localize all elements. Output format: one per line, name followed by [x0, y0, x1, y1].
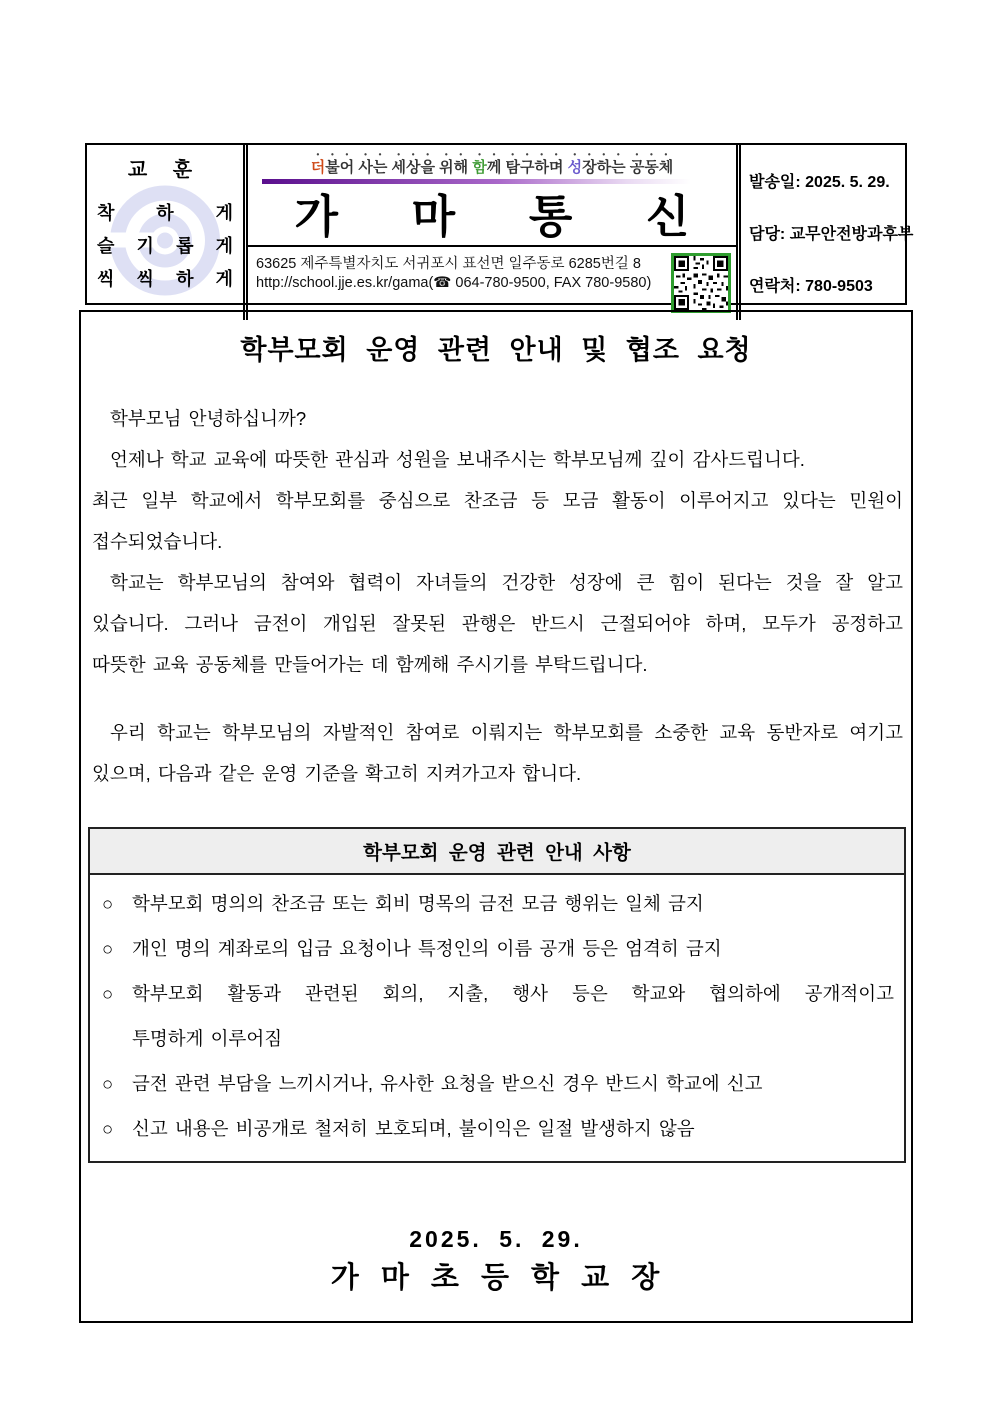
info-value: 교무안전방과후부 [789, 225, 914, 243]
notice-item-text: 학부모회 활동과 관련된 회의, 지출, 행사 등은 학교와 협의하에 공개적이고 [132, 983, 894, 1004]
slogan-part: 장하는 공동체 [582, 159, 674, 176]
address-line1: 63625 제주특별자치도 서귀포시 표선면 일주동로 6285번길 8 [256, 256, 641, 272]
info-row-contact [749, 273, 899, 296]
slogan-part: 께 탐구하며 [486, 159, 568, 176]
info-label: 발송일: [749, 174, 801, 192]
notice-item-text: 투명하게 이루어짐 [132, 1028, 283, 1049]
slogan-part: 더 [310, 159, 326, 176]
motto-title: 교 훈 [127, 159, 203, 181]
school-address [256, 255, 651, 293]
motto-row [97, 263, 233, 296]
notice-item [102, 881, 894, 926]
masthead-cell [248, 145, 741, 320]
motto-char: 롭 [176, 236, 194, 256]
circle-bullet-icon: ○ [102, 1073, 114, 1094]
notice-item-text: 금전 관련 부담을 느끼시거나, 유사한 요청을 받으신 경우 반드시 학교에 신고 [132, 1073, 763, 1094]
body-line: 있습니다. 그러나 금전이 개입된 잘못된 관행은 반드시 근절되어야 하며, 모두가 공정하고 [92, 613, 903, 634]
motto-char: 게 [215, 236, 233, 256]
notice-item-text: 개인 명의 계좌로의 입금 요청이나 특정인의 이름 공개 등은 엄격히 금지 [132, 938, 722, 959]
principal-signature: 가 마 초 등 학 교 장 [330, 1262, 662, 1294]
motto-char: 착 [97, 203, 115, 223]
motto-char: 기 [136, 236, 154, 256]
motto-char: 하 [156, 203, 174, 223]
document-body-text [92, 398, 903, 794]
info-value: 780-9503 [805, 277, 873, 295]
address-zone [248, 245, 736, 320]
notice-box-header: 학부모회 운영 관련 안내 사항 [90, 829, 904, 875]
info-label: 연락처: [749, 277, 801, 295]
motto-char: 씩 [97, 269, 115, 289]
body-line: 있으며, 다음과 같은 운영 기준을 확고히 지켜가고자 합니다. [92, 763, 582, 784]
motto-row [97, 230, 233, 263]
slogan-part: 성 [567, 159, 583, 176]
body-line: 따뜻한 교육 공동체를 만들어가는 데 함께해 주시기를 부탁드립니다. [92, 654, 648, 675]
header-table [85, 143, 914, 305]
body-line: 우리 학교는 학부모님의 자발적인 참여로 이뤄지는 학부모회를 소중한 교육 동반자로 여기고 [110, 722, 903, 743]
document-body-box [79, 310, 913, 1323]
qr-code [671, 253, 731, 313]
address-line2: http://school.jje.es.kr/gama(☎ 064-780-9500, FAX 780-9580) [256, 275, 652, 291]
motto-char: 하 [176, 269, 194, 289]
motto-char: 게 [215, 269, 233, 289]
notice-box-items [90, 875, 904, 1151]
notice-item-text: 학부모회 명의의 찬조금 또는 회비 명목의 금전 모금 행위는 일체 금지 [132, 893, 704, 914]
document-title: 학부모회 운영 관련 안내 및 협조 요청 [240, 335, 752, 365]
slogan-part: 함 [472, 159, 487, 176]
body-line: 최근 일부 학교에서 학부모회를 중심으로 찬조금 등 모금 활동이 이루어지고 있다는 민원이 [92, 490, 903, 511]
body-line: 학부모님 안녕하십니까? [110, 408, 307, 429]
circle-bullet-icon: ○ [102, 893, 114, 914]
motto-char: 게 [215, 203, 233, 223]
info-value: 2025. 5. 29. [805, 174, 890, 192]
body-line: 접수되었습니다. [92, 531, 223, 552]
motto-row [97, 197, 233, 230]
circle-bullet-icon: ○ [102, 1118, 114, 1139]
body-line: 언제나 학교 교육에 따뜻한 관심과 성원을 보내주시는 학부모님께 깊이 감사드립니다. [110, 449, 805, 470]
paragraph-spacer [92, 685, 903, 712]
motto-char: 슬 [97, 236, 115, 256]
info-row-department [749, 221, 914, 244]
slogan-part: 불어 사는 세상을 위해 [325, 159, 473, 176]
notice-box [88, 827, 906, 1163]
notice-item-continuation [102, 1016, 894, 1061]
notice-item [102, 1061, 894, 1106]
notice-item [102, 926, 894, 971]
document-date: 2025. 5. 29. [409, 1226, 583, 1252]
motto-rows [97, 197, 233, 296]
motto-char: 씩 [136, 269, 154, 289]
newsletter-title: 가 마 통 신 [294, 190, 690, 243]
notice-item [102, 971, 894, 1016]
notice-item [102, 1106, 894, 1151]
school-slogan [248, 150, 736, 177]
motto-cell [87, 145, 248, 320]
dispatch-info-cell [741, 145, 914, 320]
circle-bullet-icon: ○ [102, 983, 114, 1004]
body-line: 학교는 학부모님의 참여와 협력이 자녀들의 건강한 성장에 큰 힘이 된다는 것을 잘 알고 [110, 572, 903, 593]
info-row-date [749, 169, 899, 192]
circle-bullet-icon: ○ [102, 938, 114, 959]
info-label: 담당: [749, 225, 786, 243]
notice-item-text: 신고 내용은 비공개로 철저히 보호되며, 불이익은 일절 발생하지 않음 [132, 1118, 695, 1139]
